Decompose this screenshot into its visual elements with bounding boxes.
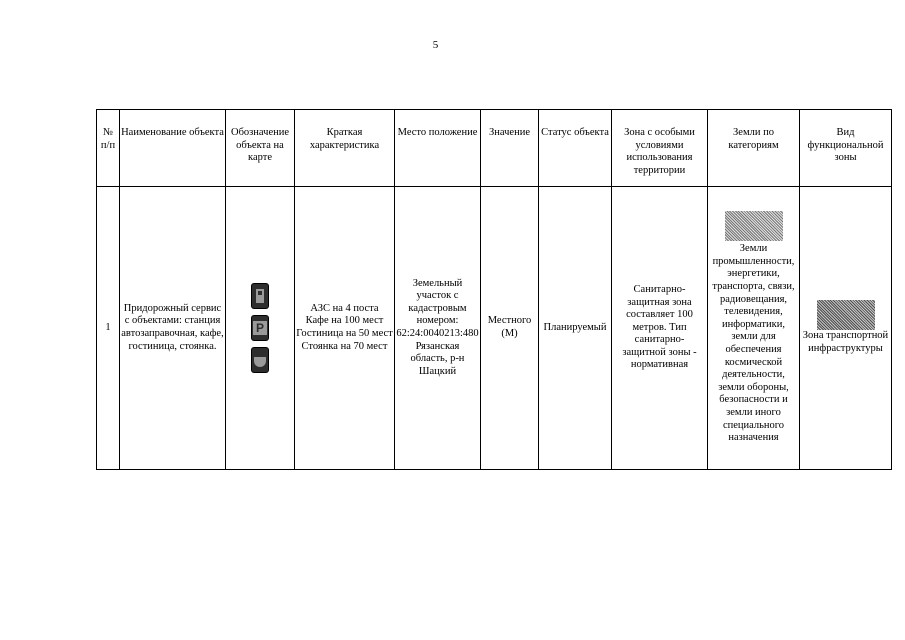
cafe-icon bbox=[251, 347, 269, 373]
land-category-text: Земли промышленности, энергетики, транспорта, связи, радиовещания, телевидения, информатики, земли для обеспечения космической деятельности, земли обороны, безопасности и земли иного специального назначения bbox=[712, 243, 795, 444]
cell-land-category bbox=[708, 187, 800, 470]
cell-map-symbol bbox=[226, 187, 295, 470]
description-line: АЗС на 4 поста bbox=[310, 302, 379, 314]
header-zone: Зона с особыми условиями использования территории bbox=[612, 110, 708, 187]
page-number: 5 bbox=[432, 39, 439, 51]
fuel-station-icon bbox=[251, 283, 269, 309]
cell-location: Земельный участок с кадастровым номером: 62:24:0040213:480 Рязанская область, р-н Шацкий bbox=[395, 187, 481, 470]
header-name: Наименование объекта bbox=[120, 110, 226, 187]
table-row bbox=[97, 187, 892, 470]
header-functional-zone: Вид функциональной зоны bbox=[800, 110, 892, 187]
description-line: Кафе на 100 мест bbox=[305, 315, 384, 327]
functional-zone-hatch-icon bbox=[817, 300, 875, 330]
header-map-symbol: Обозначение объекта на карте bbox=[226, 110, 295, 187]
objects-table bbox=[96, 109, 892, 470]
header-num: № п/п bbox=[97, 110, 120, 187]
header-land-category: Земли по категориям bbox=[708, 110, 800, 187]
parking-icon: P bbox=[251, 315, 269, 341]
cell-status: Планируемый bbox=[539, 187, 612, 470]
cell-significance: Местного (М) bbox=[481, 187, 539, 470]
table-header-row bbox=[97, 110, 892, 187]
cell-zone: Санитарно-защитная зона составляет 100 метров. Тип санитарно-защитной зоны - нормативная bbox=[612, 187, 708, 470]
cell-description bbox=[295, 187, 395, 470]
land-category-hatch-icon bbox=[725, 211, 783, 241]
header-status: Статус объекта bbox=[539, 110, 612, 187]
cell-num: 1 bbox=[97, 187, 120, 470]
cell-functional-zone bbox=[800, 187, 892, 470]
header-significance: Значение bbox=[481, 110, 539, 187]
cell-name: Придорожный сервис с объектами: станция автозаправочная, кафе, гостиница, стоянка. bbox=[120, 187, 226, 470]
functional-zone-text: Зона транспортной инфраструктуры bbox=[802, 330, 889, 354]
header-description: Краткая характеристика bbox=[295, 110, 395, 187]
header-location: Место положение bbox=[395, 110, 481, 187]
description-line: Стоянка на 70 мест bbox=[301, 340, 388, 352]
description-line: Гостиница на 50 мест bbox=[296, 328, 393, 339]
